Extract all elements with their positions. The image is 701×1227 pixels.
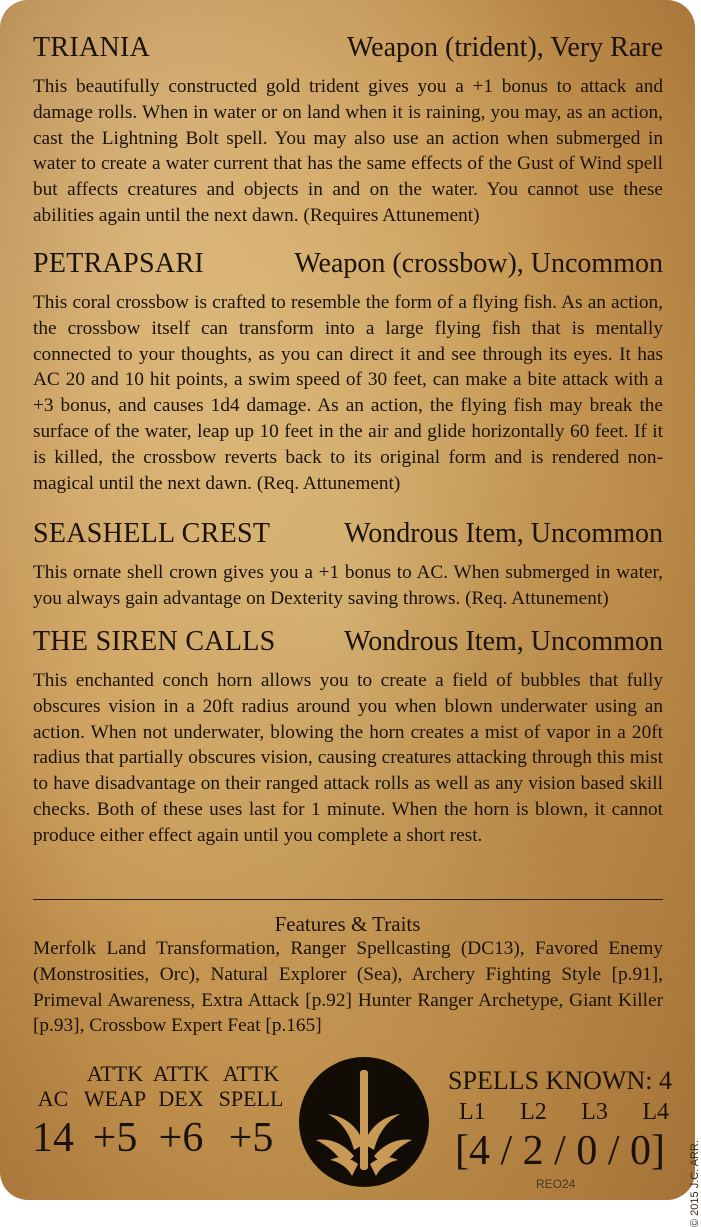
features-title: Features & Traits — [274, 912, 421, 936]
section-divider — [33, 899, 663, 900]
item-header — [33, 626, 663, 666]
stat-label-bottom: DEX — [158, 1086, 204, 1111]
stat-label-bottom: SPELL — [218, 1086, 284, 1111]
item-header — [33, 518, 663, 558]
spell-level-1: L1 — [459, 1099, 486, 1125]
stat-attk-spell — [216, 1061, 286, 1161]
stat-label-top: ATTK — [86, 1061, 144, 1086]
spell-level-2: L2 — [520, 1099, 547, 1125]
item-description: This coral crossbow is crafted to resemble the form of a flying fish. As an action, the crossbow itself can transform into a large flying fish that is mentally connected to your thoughts, as you can direct it and see through its eyes. It has AC 20 and 10 hit points, a swim speed of 30 feet, can make a bite attack with a +3 bonus, and causes 1d4 damage. As an action, the flying fish may break the surface of the water, leap up 10 feet in the air and glide horizontally 60 feet. If it is killed, the crossbow reverts back to its original form and is rendered non-magical until the next dawn. (Req. Attunement) — [33, 292, 663, 494]
stat-value: +6 — [158, 1115, 204, 1161]
item-name: THE SIREN CALLS — [33, 626, 276, 657]
stat-ac-label: AC — [37, 1086, 69, 1111]
item-description: This enchanted conch horn allows you to create a field of bubbles that fully obscures vision in a 20ft radius around you when blown underwater using an action. When not underwater, blowing the horn creates a mist of vapor in a 20ft radius that partially obscures vision, causing creatures attacking through this mist to have disadvantage on their ranged attack rolls as well as any vision based skill checks. Both of these uses last for 1 minute. When the horn is blown, it cannot produce either effect again until you complete a short rest. — [33, 670, 663, 846]
item-header — [33, 32, 663, 72]
spell-slots-value: [4 / 2 / 0 / 0] — [455, 1128, 665, 1174]
stat-attk-weap — [82, 1061, 148, 1161]
features-text: Merfolk Land Transformation, Ranger Spellcasting (DC13), Favored Enemy (Monstrosities, Orc), Natural Explorer (Sea), Archery Fighting Style [p.91], Primeval Awareness, Extra Attack [p.92] Hunter Ranger Archetype, Giant Killer [p.93], Crossbow Expert Feat [p.165] — [33, 938, 663, 1037]
stat-attk-dex — [148, 1061, 214, 1161]
stat-ac-value: 14 — [32, 1115, 74, 1161]
item-name: TRIANIA — [33, 32, 151, 63]
spells-known-title: SPELLS KNOWN: 4 — [448, 1066, 672, 1095]
item-type: Wondrous Item, Uncommon — [344, 626, 663, 657]
spells-known-panel — [445, 1066, 675, 1174]
stat-ac — [28, 1086, 78, 1161]
trident-emblem-icon — [298, 1056, 430, 1188]
item-type: Weapon (trident), Very Rare — [347, 32, 663, 63]
stat-value: +5 — [228, 1115, 274, 1161]
item-the-siren-calls — [33, 626, 663, 849]
item-petrapsari — [33, 248, 663, 496]
spell-level-3: L3 — [581, 1099, 608, 1125]
stat-value: +5 — [92, 1115, 138, 1161]
item-name: PETRAPSARI — [33, 248, 205, 279]
item-seashell-crest — [33, 518, 663, 612]
item-type: Wondrous Item, Uncommon — [344, 518, 663, 549]
spell-level-4: L4 — [642, 1099, 669, 1125]
copyright-notice: © 2015 J.C. ARR. — [689, 1140, 701, 1227]
item-description: This beautifully constructed gold trident gives you a +1 bonus to attack and damage rolls. When in water or on land when it is raining, you may, as an action, cast the Lightning Bolt spell. You may also use an action when submerged in water to create a water current that has the same effects of the Gust of Wind spell but affects creatures and objects in and on the water. You cannot use these abilities again until the next dawn. (Requires Attunement) — [33, 76, 663, 226]
stat-label-top: ATTK — [152, 1061, 210, 1086]
stat-label-bottom: WEAP — [83, 1086, 147, 1111]
item-name: SEASHELL CREST — [33, 518, 271, 549]
item-header — [33, 248, 663, 288]
item-type: Weapon (crossbow), Uncommon — [294, 248, 663, 279]
stat-label-top: ATTK — [222, 1061, 280, 1086]
card-code: REO24 — [536, 1177, 576, 1191]
item-description: This ornate shell crown gives you a +1 bonus to AC. When submerged in water, you always gain advantage on Dexterity saving throws. (Req. Attunement) — [33, 562, 663, 609]
spell-level-labels — [445, 1098, 675, 1126]
item-triania — [33, 32, 663, 229]
